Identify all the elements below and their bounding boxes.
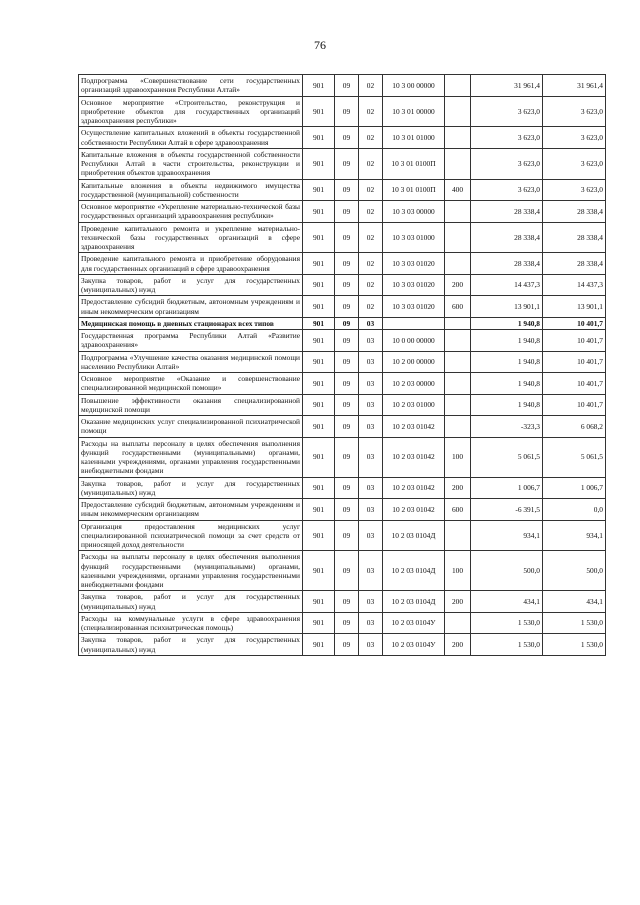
sum-column-2: 28 338,4 [543,201,606,223]
ministry-code: 901 [303,330,335,352]
sum-column-2: 434,1 [543,591,606,613]
row-name: Организация предоставления медицинских услуг специализированной психиатрической помощи за счет средств от приносящей доход деятельности [79,520,303,551]
expense-type-code: 600 [445,296,471,318]
expense-type-code: 200 [445,634,471,656]
sum-column-1: 28 338,4 [471,222,543,253]
section-code: 09 [335,96,359,127]
section-code: 09 [335,520,359,551]
subsection-code: 02 [359,253,383,275]
table-body [79,75,606,656]
section-code: 09 [335,612,359,634]
sum-column-2: 0,0 [543,499,606,521]
target-article-code: 10 2 03 0104Д [383,551,445,591]
sum-column-1: 31 961,4 [471,75,543,97]
section-code: 09 [335,634,359,656]
expense-type-code: 100 [445,437,471,477]
expense-type-code [445,373,471,395]
sum-column-2: 1 530,0 [543,634,606,656]
section-code: 09 [335,75,359,97]
subsection-code: 02 [359,222,383,253]
table-row [79,551,606,591]
sum-column-1: 1 530,0 [471,634,543,656]
sum-column-1: 14 437,3 [471,274,543,296]
row-name: Расходы на коммунальные услуги в сфере здравоохранения (специализированная психиатрическая помощь) [79,612,303,634]
row-name: Капитальные вложения в объекты государственной собственности Республики Алтай в части строительства, реконструкции и приобретения объектов здравоохранения [79,148,303,179]
target-article-code [383,317,445,329]
table-row [79,253,606,275]
table-row [79,148,606,179]
sum-column-2: 28 338,4 [543,253,606,275]
table-row [79,274,606,296]
sum-column-1: 1 940,8 [471,317,543,329]
subsection-code: 02 [359,127,383,149]
table-row [79,634,606,656]
row-name: Капитальные вложения в объекты недвижимого имущества государственной (муниципальной) собственности [79,179,303,201]
table-row [79,296,606,318]
sum-column-2: 28 338,4 [543,222,606,253]
target-article-code: 10 3 01 00000 [383,96,445,127]
ministry-code: 901 [303,351,335,373]
sum-column-1: 13 901,1 [471,296,543,318]
section-code: 09 [335,274,359,296]
subsection-code: 03 [359,551,383,591]
expense-type-code [445,75,471,97]
target-article-code: 10 2 03 01042 [383,416,445,438]
subsection-code: 03 [359,373,383,395]
target-article-code: 10 3 03 01020 [383,296,445,318]
row-name: Осуществление капитальных вложений в объекты государственной собственности Республики Алтай в сфере здравоохранения [79,127,303,149]
sum-column-1: 28 338,4 [471,253,543,275]
table-row [79,394,606,416]
section-code: 09 [335,253,359,275]
table-row [79,222,606,253]
budget-table [78,74,606,656]
sum-column-2: 3 623,0 [543,179,606,201]
sum-column-2: 5 061,5 [543,437,606,477]
sum-column-2: 10 401,7 [543,351,606,373]
target-article-code: 10 2 03 01042 [383,437,445,477]
target-article-code: 10 2 03 0104У [383,612,445,634]
expense-type-code [445,330,471,352]
target-article-code: 10 2 03 0104Д [383,520,445,551]
table-row [79,520,606,551]
subsection-code: 03 [359,437,383,477]
ministry-code: 901 [303,253,335,275]
target-article-code: 10 0 00 00000 [383,330,445,352]
target-article-code: 10 3 01 01000 [383,127,445,149]
sum-column-1: 28 338,4 [471,201,543,223]
sum-column-2: 10 401,7 [543,317,606,329]
expense-type-code: 100 [445,551,471,591]
table-row [79,373,606,395]
sum-column-1: 1 530,0 [471,612,543,634]
section-code: 09 [335,222,359,253]
row-name: Расходы на выплаты персоналу в целях обеспечения выполнения функций государственными (муниципальными) органами, казенными учреждениями, органами управления государственными внебюджетными фондами [79,437,303,477]
section-code: 09 [335,179,359,201]
row-name: Государственная программа Республики Алтай «Развитие здравоохранения» [79,330,303,352]
ministry-code: 901 [303,148,335,179]
section-code: 09 [335,437,359,477]
ministry-code: 901 [303,437,335,477]
target-article-code: 10 2 03 01042 [383,499,445,521]
target-article-code: 10 2 00 00000 [383,351,445,373]
expense-type-code [445,253,471,275]
expense-type-code [445,351,471,373]
row-name: Проведение капитального ремонта и приобретение оборудования для государственных организаций в сфере здравоохранения [79,253,303,275]
table-row [79,127,606,149]
row-name: Закупка товаров, работ и услуг для государственных (муниципальных) нужд [79,274,303,296]
row-name: Повышение эффективности оказания специализированной медицинской помощи [79,394,303,416]
section-code: 09 [335,477,359,499]
sum-column-2: 31 961,4 [543,75,606,97]
sum-column-1: -6 391,5 [471,499,543,521]
target-article-code: 10 2 03 00000 [383,373,445,395]
sum-column-2: 10 401,7 [543,373,606,395]
sum-column-2: 500,0 [543,551,606,591]
row-name: Основное мероприятие «Строительство, реконструкция и приобретение объектов для государственных организаций здравоохранения республики» [79,96,303,127]
table-row [79,416,606,438]
expense-type-code [445,127,471,149]
subsection-code: 03 [359,634,383,656]
ministry-code: 901 [303,551,335,591]
page-number: 76 [314,38,326,52]
ministry-code: 901 [303,591,335,613]
section-code: 09 [335,317,359,329]
ministry-code: 901 [303,179,335,201]
sum-column-2: 3 623,0 [543,127,606,149]
section-code: 09 [335,499,359,521]
sum-column-1: 434,1 [471,591,543,613]
target-article-code: 10 2 03 0104У [383,634,445,656]
subsection-code: 03 [359,416,383,438]
subsection-code: 03 [359,477,383,499]
sum-column-1: 934,1 [471,520,543,551]
table-row [79,612,606,634]
section-code: 09 [335,351,359,373]
target-article-code: 10 2 03 0104Д [383,591,445,613]
expense-type-code [445,201,471,223]
expense-type-code [445,520,471,551]
sum-column-1: -323,3 [471,416,543,438]
target-article-code: 10 3 00 00000 [383,75,445,97]
sum-column-2: 3 623,0 [543,96,606,127]
row-name: Медицинская помощь в дневных стационарах всех типов [79,317,303,329]
sum-column-1: 3 623,0 [471,148,543,179]
ministry-code: 901 [303,75,335,97]
target-article-code: 10 3 01 0100П [383,179,445,201]
table-row [79,591,606,613]
table-row [79,351,606,373]
sum-column-1: 1 940,8 [471,373,543,395]
sum-column-2: 10 401,7 [543,394,606,416]
row-name: Оказание медицинских услуг специализированной психиатрической помощи [79,416,303,438]
subsection-code: 02 [359,179,383,201]
row-name: Подпрограмма «Улучшение качества оказания медицинской помощи населению Республики Алтай» [79,351,303,373]
sum-column-1: 1 940,8 [471,351,543,373]
table-row [79,317,606,329]
subsection-code: 03 [359,499,383,521]
sum-column-2: 1 530,0 [543,612,606,634]
subsection-code: 03 [359,351,383,373]
subsection-code: 02 [359,75,383,97]
sum-column-1: 1 006,7 [471,477,543,499]
subsection-code: 02 [359,201,383,223]
expense-type-code [445,317,471,329]
expense-type-code [445,416,471,438]
row-name: Предоставление субсидий бюджетным, автономным учреждениям и иным некоммерческим организациям [79,296,303,318]
sum-column-1: 3 623,0 [471,127,543,149]
ministry-code: 901 [303,499,335,521]
ministry-code: 901 [303,612,335,634]
row-name: Расходы на выплаты персоналу в целях обеспечения выполнения функций государственными (муниципальными) органами, казенными учреждениями, органами управления государственными внебюджетными фондами [79,551,303,591]
ministry-code: 901 [303,520,335,551]
sum-column-2: 14 437,3 [543,274,606,296]
ministry-code: 901 [303,201,335,223]
section-code: 09 [335,591,359,613]
sum-column-2: 6 068,2 [543,416,606,438]
table-row [79,201,606,223]
row-name: Предоставление субсидий бюджетным, автономным учреждениям и иным некоммерческим организациям [79,499,303,521]
table-row [79,477,606,499]
ministry-code: 901 [303,394,335,416]
target-article-code: 10 3 03 01020 [383,274,445,296]
table-row [79,499,606,521]
sum-column-1: 500,0 [471,551,543,591]
ministry-code: 901 [303,127,335,149]
sum-column-2: 934,1 [543,520,606,551]
section-code: 09 [335,551,359,591]
subsection-code: 03 [359,394,383,416]
table-row [79,330,606,352]
row-name: Проведение капитального ремонта и укрепление материально-технической базы государственных организаций в сфере здравоохранения [79,222,303,253]
section-code: 09 [335,296,359,318]
sum-column-1: 3 623,0 [471,96,543,127]
section-code: 09 [335,373,359,395]
section-code: 09 [335,201,359,223]
subsection-code: 02 [359,148,383,179]
ministry-code: 901 [303,477,335,499]
expense-type-code [445,148,471,179]
target-article-code: 10 3 03 01020 [383,253,445,275]
sum-column-2: 1 006,7 [543,477,606,499]
sum-column-2: 3 623,0 [543,148,606,179]
target-article-code: 10 3 01 0100П [383,148,445,179]
expense-type-code [445,394,471,416]
section-code: 09 [335,127,359,149]
section-code: 09 [335,330,359,352]
sum-column-1: 5 061,5 [471,437,543,477]
subsection-code: 03 [359,317,383,329]
ministry-code: 901 [303,317,335,329]
row-name: Подпрограмма «Совершенствование сети государственных организаций здравоохранения Республики Алтай» [79,75,303,97]
subsection-code: 03 [359,591,383,613]
ministry-code: 901 [303,416,335,438]
row-name: Основное мероприятие «Укрепление материально-технической базы государственных организаций здравоохранения республики» [79,201,303,223]
sum-column-1: 1 940,8 [471,330,543,352]
ministry-code: 901 [303,222,335,253]
table-row [79,179,606,201]
expense-type-code: 200 [445,274,471,296]
subsection-code: 03 [359,330,383,352]
table-row [79,437,606,477]
section-code: 09 [335,148,359,179]
ministry-code: 901 [303,296,335,318]
table-row [79,96,606,127]
subsection-code: 02 [359,96,383,127]
target-article-code: 10 3 03 01000 [383,222,445,253]
target-article-code: 10 2 03 01042 [383,477,445,499]
sum-column-2: 10 401,7 [543,330,606,352]
subsection-code: 02 [359,296,383,318]
row-name: Закупка товаров, работ и услуг для государственных (муниципальных) нужд [79,477,303,499]
section-code: 09 [335,416,359,438]
ministry-code: 901 [303,373,335,395]
expense-type-code [445,96,471,127]
expense-type-code: 400 [445,179,471,201]
expense-type-code: 600 [445,499,471,521]
expense-type-code: 200 [445,591,471,613]
subsection-code: 03 [359,612,383,634]
subsection-code: 03 [359,520,383,551]
expense-type-code [445,222,471,253]
expense-type-code [445,612,471,634]
sum-column-1: 1 940,8 [471,394,543,416]
sum-column-2: 13 901,1 [543,296,606,318]
expense-type-code: 200 [445,477,471,499]
target-article-code: 10 3 03 00000 [383,201,445,223]
row-name: Основное мероприятие «Оказание и совершенствование специализированной медицинской помощи» [79,373,303,395]
table-row [79,75,606,97]
section-code: 09 [335,394,359,416]
target-article-code: 10 2 03 01000 [383,394,445,416]
subsection-code: 02 [359,274,383,296]
ministry-code: 901 [303,274,335,296]
row-name: Закупка товаров, работ и услуг для государственных (муниципальных) нужд [79,634,303,656]
row-name: Закупка товаров, работ и услуг для государственных (муниципальных) нужд [79,591,303,613]
ministry-code: 901 [303,634,335,656]
sum-column-1: 3 623,0 [471,179,543,201]
ministry-code: 901 [303,96,335,127]
